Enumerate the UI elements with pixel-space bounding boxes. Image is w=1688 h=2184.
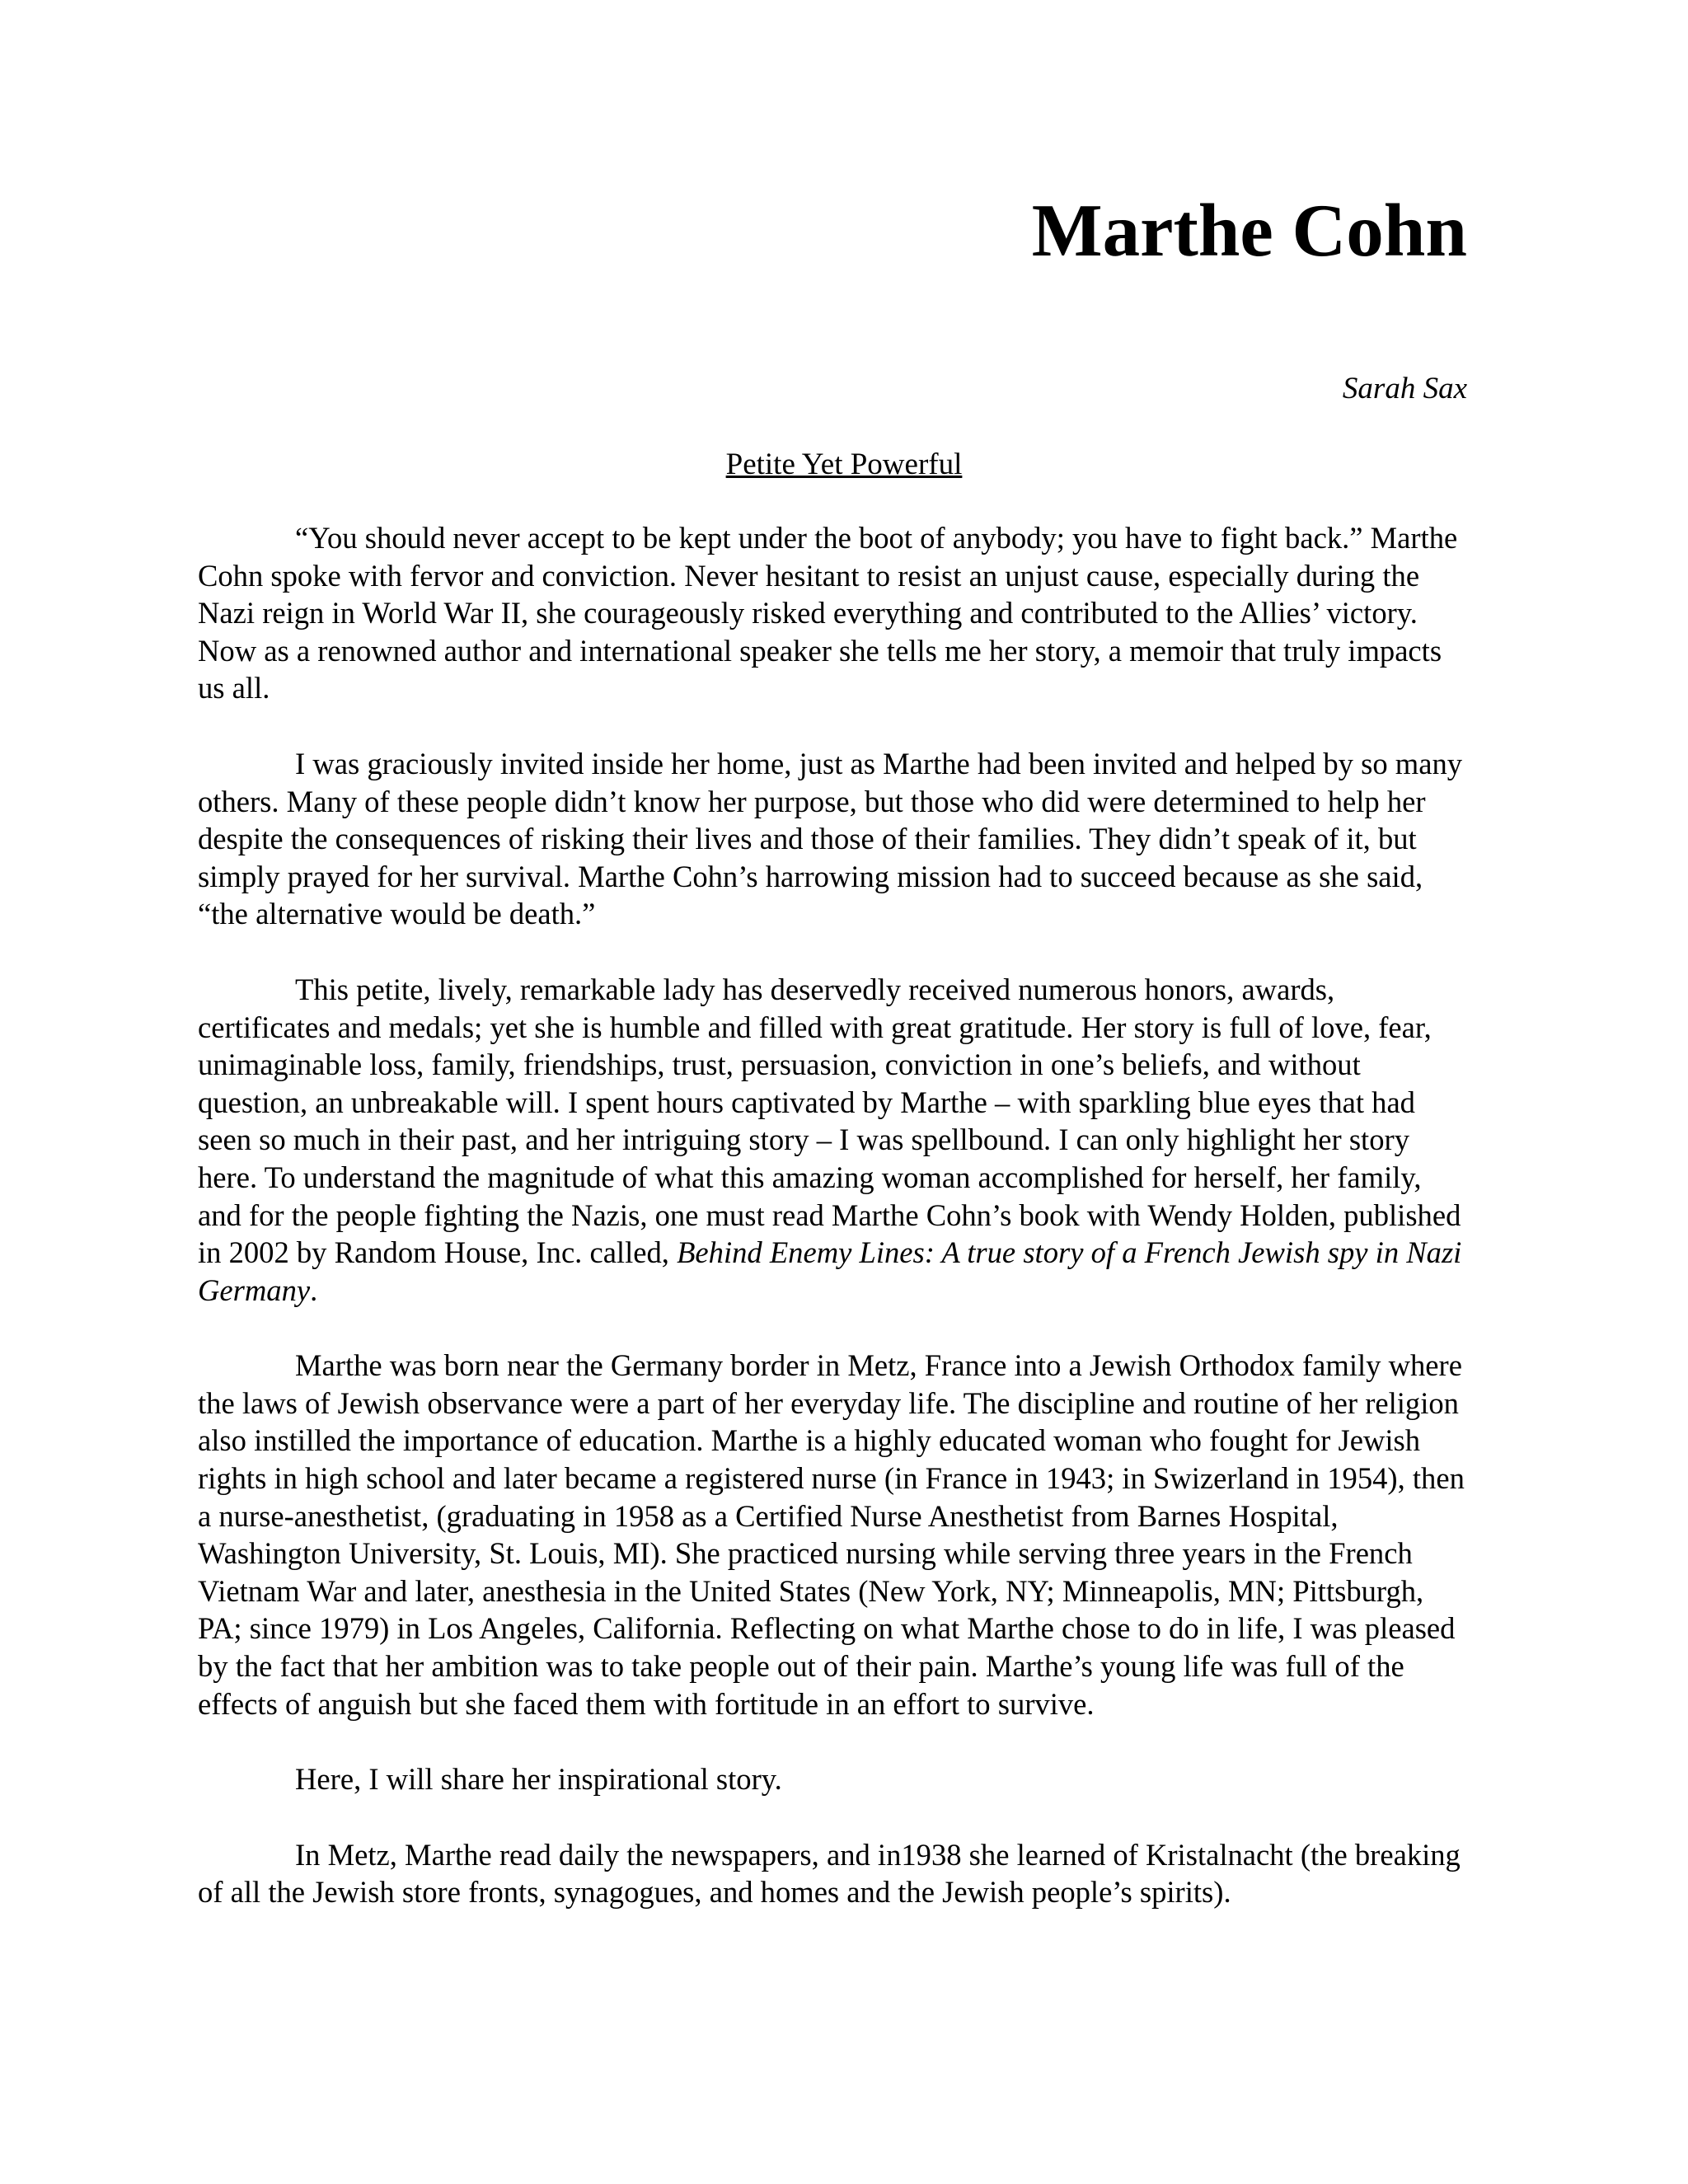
paragraph-5: Here, I will share her inspirational story. — [295, 1762, 782, 1797]
paragraph-4: Marthe was born near the Germany border in Metz, France into a Jewish Orthodox family where the laws of Jewish observance were a part of her everyday life. The discipline and routine of her religion also instilled the importance of education. Marthe is a highly educated woman who fought for Jewish rights in high school and later became a registered nurse (in France in 1943; in Swizerland in 1954), then a nurse-anesthetist, (graduating in 1958 as a Certified Nurse Anesthetist from Barnes Hospital, Washington University, St. Louis, MI). She practiced nursing while serving three years in the French Vietnam War and later, anesthesia in the United States (New York, NY; Minneapolis, MN; Pittsburgh, PA; since 1979) in Los Angeles, California. Reflecting on what Marthe chose to do in life, I was pleased by the fact that her ambition was to take people out of their pain. Marthe’s young life was full of the effects of anguish but she faced them with fortitude in an effort to survive. — [198, 1348, 1465, 1721]
paragraph-6: In Metz, Marthe read daily the newspapers, and in1938 she learned of Kristalnacht (the breaking of all the Jewish store fronts, synagogues, and homes and the Jewish people’s spirits). — [198, 1837, 1461, 1910]
paragraph-1: “You should never accept to be kept under the boot of anybody; you have to fight back.” Marthe Cohn spoke with fervor and conviction. Never hesitant to resist an unjust cause, especially during the Nazi reign in World War II, she courageously risked everything and contributed to the Allies’ victory. Now as a renowned author and international speaker she tells me her story, a memoir that truly impacts us all. — [198, 521, 1458, 705]
paragraph-3 — [198, 971, 1472, 1309]
book-title: Behind Enemy Lines: A true story of a French Jewish spy in Nazi Germany — [198, 1235, 1462, 1307]
paragraph-3-text: This petite, lively, remarkable lady has deservedly received numerous honors, awards, certificates and medals; yet she is humble and filled with great gratitude. Her story is full of love, fear, unimaginable loss, family, friendships, trust, persuasion, conviction in one’s beliefs, and without question, an unbreakable will. I spent hours captivated by Marthe – with sparkling blue eyes that had seen so much in their past, and her intriguing story – I was spellbound. I can only highlight her story here. To understand the magnitude of what this amazing woman accomplished for herself, her family, and for the people fighting the Nazis, one must read Marthe Cohn’s book with Wendy Holden, published in 2002 by Random House, Inc. called, — [198, 972, 1461, 1270]
document-title: Marthe Cohn — [1031, 189, 1467, 272]
author-name: Sarah Sax — [1342, 372, 1467, 405]
article-body — [198, 519, 1472, 1949]
paragraph-2: I was graciously invited inside her home, just as Marthe had been invited and helped by so many others. Many of these people didn’t know her purpose, but those who did were determined to help her despite the consequences of risking their lives and those of their families. They didn’t speak of it, but simply prayed for her survival. Marthe Cohn’s harrowing mission had to succeed because as she said, “the alternative would be death.” — [198, 746, 1463, 931]
section-heading: Petite Yet Powerful — [725, 448, 963, 481]
book-title-period: . — [310, 1272, 318, 1307]
